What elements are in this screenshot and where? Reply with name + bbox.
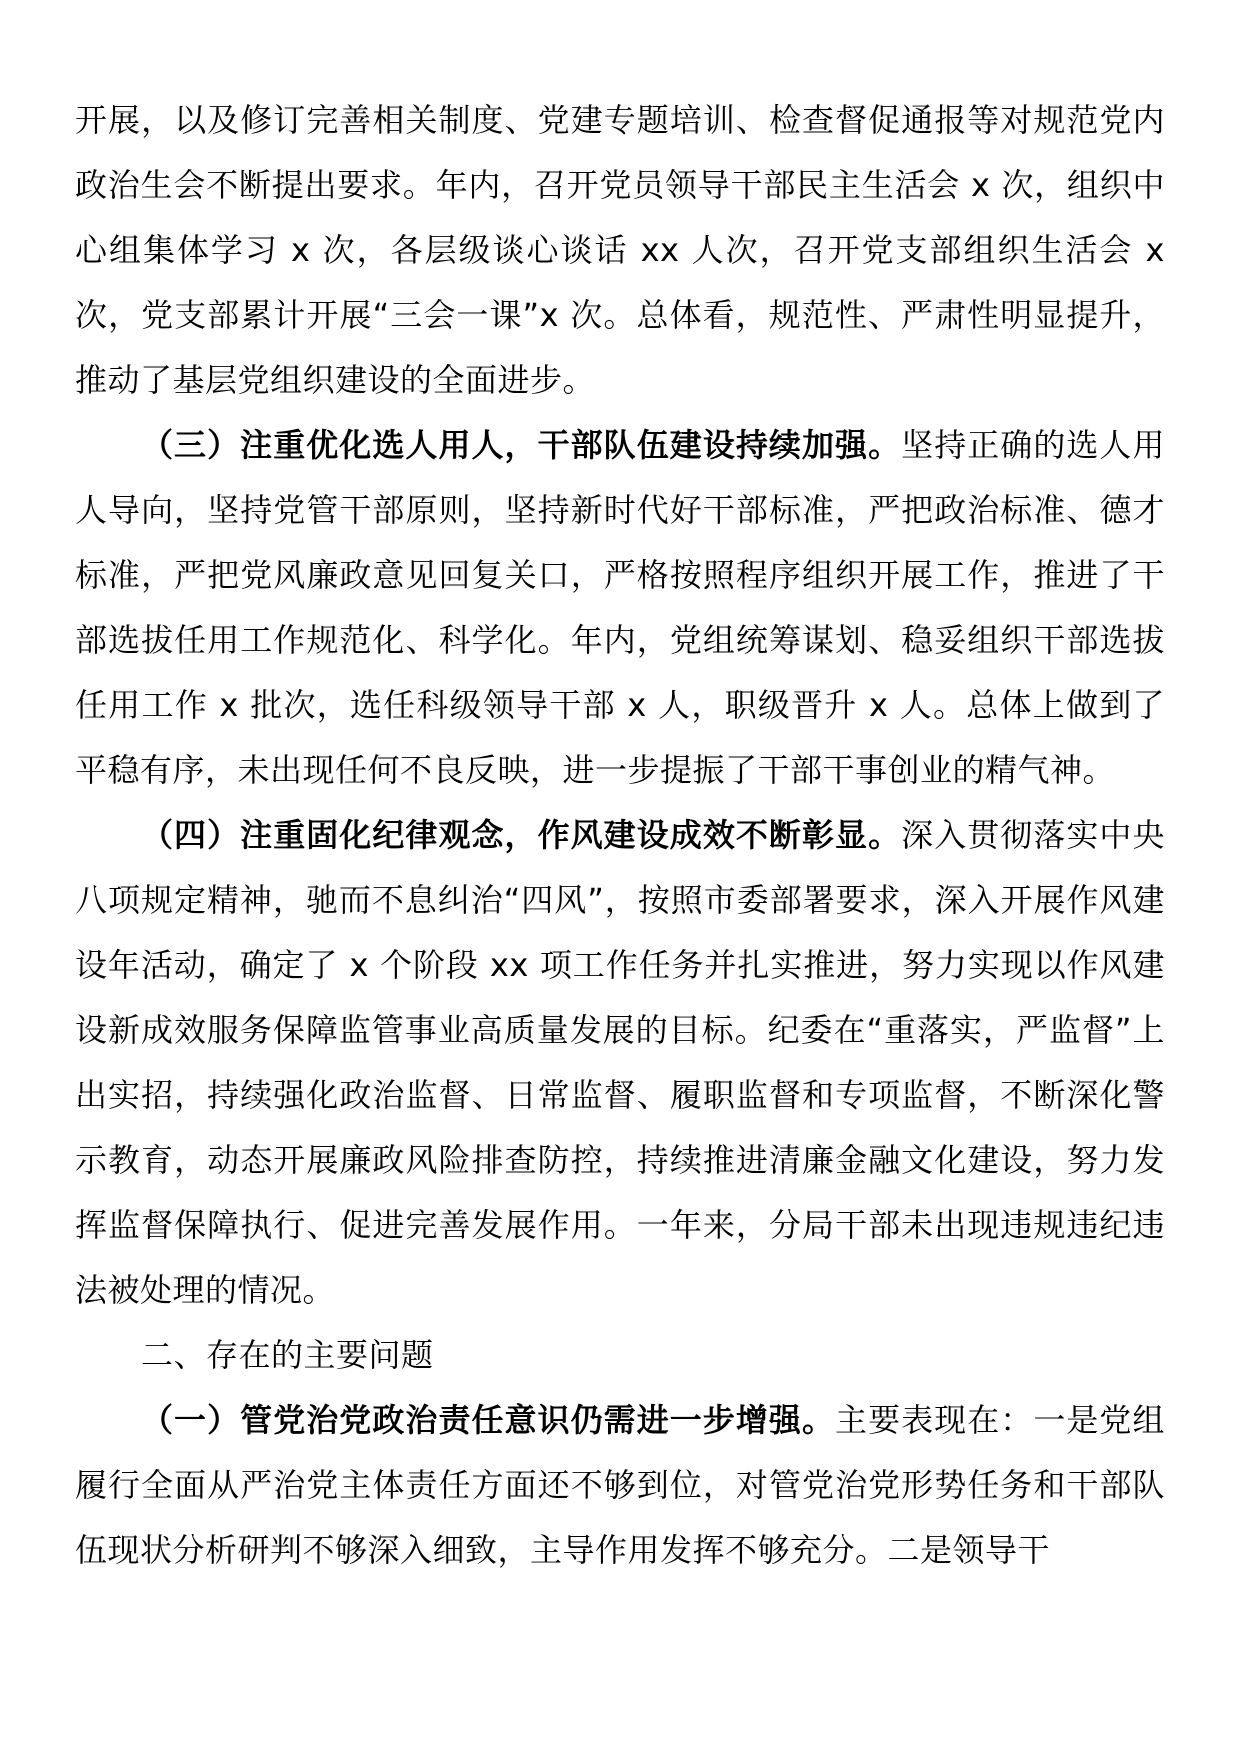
paragraph-problem-one [75,1388,1165,1583]
chapter-title: 二、存在的主要问题 [141,1336,434,1374]
section-heading: （四）注重固化纪律观念，作风建设成效不断彰显。 [141,816,902,854]
paragraph-section-four [75,803,1165,1323]
section-heading: （一）管党治党政治责任意识仍需进一步增强。 [141,1401,836,1439]
paragraph-text: 开展，以及修订完善相关制度、党建专题培训、检查督促通报等对规范党内政治生会不断提出要求。年内，召开党员领导干部民主生活会 x 次，组织中心组集体学习 x 次，各层级谈心谈话 xx 人次，召开党支部组织生活会 x 次，党支部累计开展“三会一课”x 次。总体看，规范性、严肃性明显提升，推动了基层党组织建设的全面进步。 [75,101,1165,399]
paragraph-text: 坚持正确的选人用人导向，坚持党管干部原则，坚持新时代好干部标准，严把政治标准、德才标准，严把党风廉政意见回复关口，严格按照程序组织开展工作，推进了干部选拔任用工作规范化、科学化。年内，党组统筹谋划、稳妥组织干部选拔任用工作 x 批次，选任科级领导干部 x 人，职级晋升 x 人。总体上做到了平稳有序，未出现任何不良反映，进一步提振了干部干事创业的精气神。 [75,426,1165,789]
chapter-heading [75,1323,1165,1388]
document-body [75,88,1165,1583]
paragraph-continuation [75,88,1165,413]
paragraph-section-three [75,413,1165,803]
section-heading: （三）注重优化选人用人，干部队伍建设持续加强。 [141,426,902,464]
paragraph-text: 深入贯彻落实中央八项规定精神，驰而不息纠治“四风”，按照市委部署要求，深入开展作风建设年活动，确定了 x 个阶段 xx 项工作任务并扎实推进，努力实现以作风建设新成效服务保障监管事业高质量发展的目标。纪委在“重落实，严监督”上出实招，持续强化政治监督、日常监督、履职监督和专项监督，不断深化警示教育，动态开展廉政风险排查防控，持续推进清廉金融文化建设，努力发挥监督保障执行、促进完善发展作用。一年来，分局干部未出现违规违纪违法被处理的情况。 [75,816,1165,1309]
paragraph-text: 主要表现在：一是党组履行全面从严治党主体责任方面还不够到位，对管党治党形势任务和干部队伍现状分析研判不够深入细致，主导作用发挥不够充分。二是领导干 [75,1401,1165,1569]
